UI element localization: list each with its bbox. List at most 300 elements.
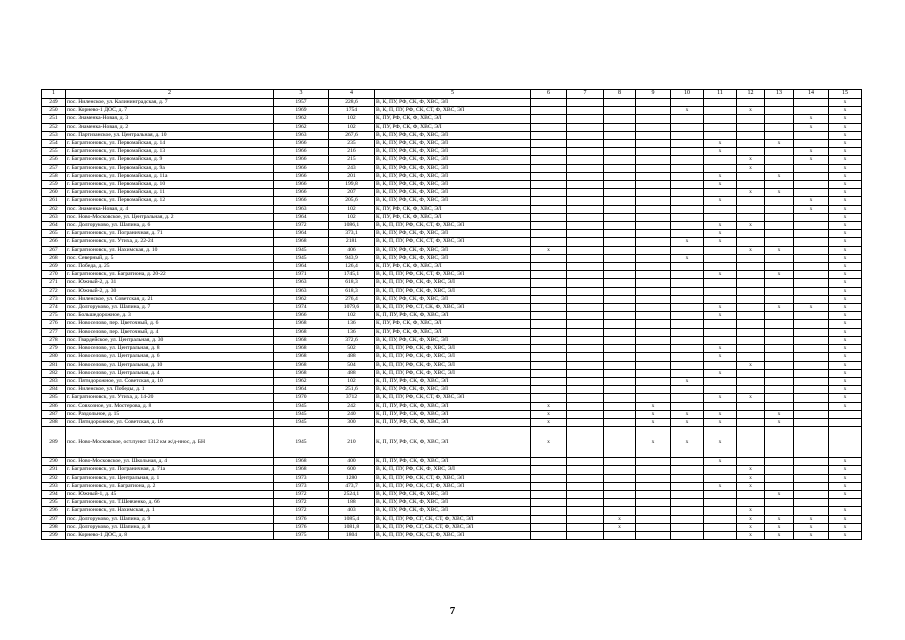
systems-cell: К, ПУ, РФ, СК, Ф, ХВС, ЭЛ	[375, 205, 531, 213]
area-cell: 215	[329, 156, 375, 164]
table-row	[42, 377, 862, 385]
col11-cell: х	[704, 222, 737, 230]
col14-cell	[794, 164, 829, 172]
col9-cell	[636, 328, 671, 336]
col6-cell	[531, 304, 567, 312]
address-cell: пос. Долгоруково, ул. Шапина, д. 7	[66, 304, 274, 312]
year-cell: 1975	[274, 531, 329, 539]
col6-cell	[531, 271, 567, 279]
col11-cell	[704, 515, 737, 523]
col10-cell: х	[671, 377, 704, 385]
col8-cell	[604, 222, 636, 230]
col13-cell	[765, 254, 794, 262]
col9-cell	[636, 172, 671, 180]
col7-cell	[567, 386, 604, 394]
year-cell: 1966	[274, 148, 329, 156]
col13-cell	[765, 320, 794, 328]
col10-cell: х	[671, 238, 704, 246]
table-row	[42, 427, 862, 458]
col6-cell	[531, 140, 567, 148]
col9-cell	[636, 369, 671, 377]
area-cell: 102	[329, 123, 375, 131]
col13-cell	[765, 312, 794, 320]
area-cell: 136	[329, 320, 375, 328]
col14-cell	[794, 181, 829, 189]
area-cell: 228,6	[329, 99, 375, 107]
table-body	[42, 90, 862, 540]
col13-cell	[765, 222, 794, 230]
col9-cell	[636, 205, 671, 213]
area-cell: 1745,1	[329, 271, 375, 279]
systems-cell: К, ПУ, РФ, СК, Ф, ХВС, ЭЛ	[375, 115, 531, 123]
address-cell: г. Багратионовск, ул. Утиха, д. 22-24	[66, 238, 274, 246]
row-number: 268	[42, 254, 66, 262]
row-number: 299	[42, 531, 66, 539]
col8-cell	[604, 156, 636, 164]
col12-cell	[737, 254, 765, 262]
address-cell: пос. Южный-1, д. 45	[66, 490, 274, 498]
col11-cell	[704, 279, 737, 287]
col14-cell	[794, 427, 829, 458]
address-cell: пос. Южный-2, д. 30	[66, 287, 274, 295]
address-cell: пос. Ново-Московское, ост.пункт 1312 км ж/д-ннос, д. БН	[66, 427, 274, 458]
col9-cell	[636, 156, 671, 164]
col9-cell	[636, 345, 671, 353]
col14-cell	[794, 107, 829, 115]
col14-cell	[794, 490, 829, 498]
address-cell: пос. Ниленское, ул. Победы, д. 1	[66, 386, 274, 394]
address-cell: пос. Северный, д. 5	[66, 254, 274, 262]
col10-cell	[671, 353, 704, 361]
col14-cell	[794, 499, 829, 507]
col9-cell: х	[636, 418, 671, 426]
col7-cell	[567, 99, 604, 107]
address-cell: пос. Знаменка-Новая, д. 4	[66, 205, 274, 213]
col11-cell	[704, 295, 737, 303]
col15-cell: х	[829, 515, 862, 523]
row-number: 276	[42, 320, 66, 328]
col10-cell	[671, 246, 704, 254]
col14-cell	[794, 99, 829, 107]
year-cell: 1962	[274, 377, 329, 385]
systems-cell: В, К, П, ПУ, РФ, СК, СТ, Ф, ХВС, ЭЛ	[375, 238, 531, 246]
col8-cell	[604, 230, 636, 238]
col14-cell: х	[794, 115, 829, 123]
col13-cell	[765, 164, 794, 172]
col6-cell	[531, 458, 567, 466]
col8-cell	[604, 499, 636, 507]
col15-cell: х	[829, 345, 862, 353]
col13-cell	[765, 107, 794, 115]
table-row	[42, 418, 862, 426]
col6-cell	[531, 263, 567, 271]
row-number: 265	[42, 230, 66, 238]
col9-cell	[636, 336, 671, 344]
address-cell: пос. Новоселово, ул. Центральная, д. 4	[66, 369, 274, 377]
col11-cell	[704, 254, 737, 262]
col8-cell	[604, 345, 636, 353]
col15-cell: х	[829, 369, 862, 377]
col15-cell: х	[829, 164, 862, 172]
col15-cell: х	[829, 394, 862, 402]
row-number: 259	[42, 181, 66, 189]
systems-cell: В, К, ПУ, РФ, СК, Ф, ХВС, ЭЛ	[375, 140, 531, 148]
col14-cell: х	[794, 523, 829, 531]
col11-cell: х	[704, 369, 737, 377]
col12-cell: х	[737, 474, 765, 482]
header-cell: 2	[66, 90, 274, 99]
year-cell: 1966	[274, 312, 329, 320]
area-cell: 504	[329, 361, 375, 369]
area-cell: 406	[329, 246, 375, 254]
col8-cell	[604, 490, 636, 498]
col11-cell	[704, 115, 737, 123]
area-cell: 943,9	[329, 254, 375, 262]
systems-cell: К, П, ПУ, РФ, СК, Ф, ХВС, ЭЛ	[375, 458, 531, 466]
col10-cell	[671, 115, 704, 123]
year-cell: 1973	[274, 482, 329, 490]
col7-cell	[567, 197, 604, 205]
col14-cell	[794, 230, 829, 238]
col6-cell	[531, 377, 567, 385]
area-cell: 1085,4	[329, 515, 375, 523]
col6-cell	[531, 181, 567, 189]
table-row	[42, 140, 862, 148]
year-cell: 1966	[274, 197, 329, 205]
col10-cell	[671, 140, 704, 148]
col7-cell	[567, 531, 604, 539]
table-row	[42, 295, 862, 303]
systems-cell: В, К, ПУ, РФ, СК, Ф, ХВС, ЭЛ	[375, 131, 531, 139]
col13-cell	[765, 99, 794, 107]
systems-cell: В, К, ПУ, РФ, СК, Ф, ХВС, ЭЛ	[375, 336, 531, 344]
col12-cell: х	[737, 189, 765, 197]
table-row	[42, 131, 862, 139]
col15-cell: х	[829, 213, 862, 221]
col11-cell	[704, 531, 737, 539]
col10-cell	[671, 263, 704, 271]
col6-cell	[531, 499, 567, 507]
col10-cell	[671, 402, 704, 410]
row-number: 270	[42, 271, 66, 279]
col10-cell	[671, 304, 704, 312]
col6-cell	[531, 328, 567, 336]
col6-cell	[531, 156, 567, 164]
year-cell: 1970	[274, 394, 329, 402]
col12-cell	[737, 295, 765, 303]
year-cell: 1968	[274, 345, 329, 353]
col7-cell	[567, 131, 604, 139]
col8-cell	[604, 148, 636, 156]
col14-cell	[794, 189, 829, 197]
row-number: 256	[42, 156, 66, 164]
col11-cell	[704, 328, 737, 336]
col11-cell	[704, 466, 737, 474]
col15-cell: х	[829, 523, 862, 531]
col9-cell	[636, 181, 671, 189]
row-number: 269	[42, 263, 66, 271]
col12-cell	[737, 410, 765, 418]
address-cell: пос. Долгоруково, ул. Шапина, д. 6	[66, 222, 274, 230]
col6-cell: х	[531, 427, 567, 458]
col13-cell	[765, 230, 794, 238]
col13-cell	[765, 328, 794, 336]
col15-cell: х	[829, 131, 862, 139]
col8-cell	[604, 279, 636, 287]
col10-cell: х	[671, 427, 704, 458]
col10-cell	[671, 164, 704, 172]
col7-cell	[567, 394, 604, 402]
col15-cell: х	[829, 238, 862, 246]
address-cell: пос. Раздольное, д. 15	[66, 410, 274, 418]
col9-cell	[636, 140, 671, 148]
col13-cell	[765, 213, 794, 221]
col15-cell: х	[829, 328, 862, 336]
col15-cell: х	[829, 156, 862, 164]
col8-cell	[604, 213, 636, 221]
area-cell: 201	[329, 172, 375, 180]
col6-cell	[531, 295, 567, 303]
row-number: 251	[42, 115, 66, 123]
col13-cell	[765, 361, 794, 369]
table-row	[42, 99, 862, 107]
col6-cell	[531, 131, 567, 139]
col13-cell: х	[765, 246, 794, 254]
col11-cell: х	[704, 312, 737, 320]
col10-cell	[671, 271, 704, 279]
col10-cell	[671, 466, 704, 474]
col8-cell	[604, 123, 636, 131]
table-row	[42, 222, 862, 230]
col14-cell: х	[794, 123, 829, 131]
col10-cell	[671, 189, 704, 197]
year-cell: 1976	[274, 515, 329, 523]
table-row	[42, 271, 862, 279]
row-number: 277	[42, 328, 66, 336]
col9-cell	[636, 304, 671, 312]
row-number: 295	[42, 499, 66, 507]
col14-cell	[794, 263, 829, 271]
row-number: 271	[42, 279, 66, 287]
table-row	[42, 410, 862, 418]
col13-cell	[765, 115, 794, 123]
header-cell: 7	[567, 90, 604, 99]
address-cell: пос. Гвардейское, ул. Центральная, д. 30	[66, 336, 274, 344]
header-cell: 11	[704, 90, 737, 99]
header-cell: 9	[636, 90, 671, 99]
col13-cell: х	[765, 304, 794, 312]
col7-cell	[567, 213, 604, 221]
area-cell: 1079,6	[329, 304, 375, 312]
col12-cell: х	[737, 107, 765, 115]
col11-cell: х	[704, 140, 737, 148]
col9-cell	[636, 515, 671, 523]
systems-cell: В, К, П, ПУ, РФ, СК, Ф, ХВС, ЭЛ	[375, 345, 531, 353]
area-cell: 618,3	[329, 279, 375, 287]
address-cell: пос. Большедорожное, д. 3	[66, 312, 274, 320]
col12-cell	[737, 499, 765, 507]
col10-cell	[671, 99, 704, 107]
registry-table	[41, 89, 862, 540]
systems-cell: В, К, П, ПУ, РФ, СК, СТ, Ф, ХВС, ЭЛ	[375, 474, 531, 482]
row-number: 278	[42, 336, 66, 344]
table-row	[42, 531, 862, 539]
table-row	[42, 230, 862, 238]
table-row	[42, 474, 862, 482]
col11-cell	[704, 386, 737, 394]
col14-cell	[794, 336, 829, 344]
col8-cell	[604, 140, 636, 148]
systems-cell: В, К, ПУ, РФ, СК, Ф, ХВС, ЭЛ	[375, 164, 531, 172]
col15-cell: х	[829, 230, 862, 238]
col9-cell	[636, 474, 671, 482]
row-number: 290	[42, 458, 66, 466]
area-cell: 251,6	[329, 386, 375, 394]
systems-cell: В, К, ПУ, РФ, СК, Ф, ХВС, ЭЛ	[375, 172, 531, 180]
col8-cell	[604, 304, 636, 312]
table-row	[42, 279, 862, 287]
page-number: 7	[449, 605, 456, 617]
col8-cell	[604, 295, 636, 303]
col7-cell	[567, 156, 604, 164]
row-number: 250	[42, 107, 66, 115]
col15-cell: х	[829, 197, 862, 205]
address-cell: г. Багратионовск, ул. Первомайская, д. 13	[66, 148, 274, 156]
col7-cell	[567, 369, 604, 377]
systems-cell: В, К, ПУ, РФ, СК, Ф, ХВС, ЭЛ	[375, 507, 531, 515]
area-cell: 600	[329, 466, 375, 474]
systems-cell: В, К, ПУ, РФ, СК, Ф, ХВС, ЭЛ	[375, 99, 531, 107]
year-cell: 1968	[274, 353, 329, 361]
table-row	[42, 181, 862, 189]
col13-cell	[765, 205, 794, 213]
col11-cell	[704, 361, 737, 369]
col7-cell	[567, 336, 604, 344]
area-cell: 488	[329, 353, 375, 361]
col7-cell	[567, 353, 604, 361]
col9-cell	[636, 99, 671, 107]
year-cell: 1968	[274, 238, 329, 246]
col15-cell	[829, 418, 862, 426]
col7-cell	[567, 287, 604, 295]
area-cell: 102	[329, 213, 375, 221]
col12-cell	[737, 320, 765, 328]
col7-cell	[567, 279, 604, 287]
year-cell: 1966	[274, 172, 329, 180]
col7-cell	[567, 230, 604, 238]
col7-cell	[567, 482, 604, 490]
table-row	[42, 466, 862, 474]
col8-cell	[604, 394, 636, 402]
col9-cell	[636, 238, 671, 246]
col10-cell	[671, 172, 704, 180]
year-cell: 1945	[274, 254, 329, 262]
area-cell: 207	[329, 189, 375, 197]
col12-cell	[737, 115, 765, 123]
col6-cell	[531, 369, 567, 377]
col12-cell	[737, 386, 765, 394]
col15-cell: х	[829, 531, 862, 539]
table-row	[42, 197, 862, 205]
col13-cell	[765, 263, 794, 271]
area-cell: 618,3	[329, 287, 375, 295]
col12-cell	[737, 131, 765, 139]
table-row	[42, 312, 862, 320]
table-row	[42, 402, 862, 410]
col9-cell	[636, 222, 671, 230]
area-cell: 1804	[329, 531, 375, 539]
table-row	[42, 353, 862, 361]
col11-cell	[704, 499, 737, 507]
col13-cell	[765, 181, 794, 189]
systems-cell: В, К, П, ПУ, РФ, СК, Ф, ХВС, ЭЛ	[375, 279, 531, 287]
col9-cell	[636, 131, 671, 139]
col14-cell	[794, 213, 829, 221]
address-cell: пос. Новоселово, пер. Цветочный, д. 6	[66, 320, 274, 328]
col13-cell	[765, 287, 794, 295]
col13-cell: х	[765, 410, 794, 418]
col15-cell: х	[829, 474, 862, 482]
col8-cell	[604, 181, 636, 189]
col9-cell	[636, 287, 671, 295]
systems-cell: В, К, П, ПУ, РФ, СГ, СК, СТ, Ф, ХВС, ЭЛ	[375, 515, 531, 523]
col11-cell: х	[704, 427, 737, 458]
col12-cell	[737, 181, 765, 189]
systems-cell: К, ПУ, РФ, СК, Ф, ХВС, ЭЛ	[375, 123, 531, 131]
col15-cell: х	[829, 222, 862, 230]
col9-cell	[636, 361, 671, 369]
col8-cell	[604, 197, 636, 205]
table-row	[42, 328, 862, 336]
col7-cell	[567, 361, 604, 369]
col12-cell: х	[737, 466, 765, 474]
col14-cell	[794, 507, 829, 515]
row-number: 252	[42, 123, 66, 131]
col13-cell	[765, 369, 794, 377]
address-cell: пос. Долгоруково, ул. Шапина, д. 9	[66, 515, 274, 523]
col14-cell	[794, 312, 829, 320]
area-cell: 216	[329, 148, 375, 156]
systems-cell: В, К, П, ПУ, РФ, СК, Ф, ХВС, ЭЛ	[375, 466, 531, 474]
table-row	[42, 205, 862, 213]
col8-cell	[604, 238, 636, 246]
year-cell: 1968	[274, 361, 329, 369]
col15-cell: х	[829, 458, 862, 466]
area-cell: 242	[329, 402, 375, 410]
col6-cell	[531, 361, 567, 369]
systems-cell: В, К, ПУ, РФ, СК, Ф, ХВС, ЭЛ	[375, 499, 531, 507]
col12-cell	[737, 336, 765, 344]
col6-cell	[531, 205, 567, 213]
area-cell: 372,6	[329, 336, 375, 344]
col6-cell	[531, 482, 567, 490]
address-cell: г. Багратионовск, ул. Пограничная, д. 71	[66, 230, 274, 238]
area-cell: 488	[329, 369, 375, 377]
systems-cell: К, П, ПУ, РФ, СК, Ф, ХВС, ЭЛ	[375, 312, 531, 320]
col8-cell	[604, 474, 636, 482]
table-row	[42, 156, 862, 164]
col10-cell	[671, 123, 704, 131]
systems-cell: В, К, ПУ, РФ, СК, Ф, ХВС, ЭЛ	[375, 148, 531, 156]
area-cell: 102	[329, 115, 375, 123]
row-number: 262	[42, 205, 66, 213]
address-cell: пос. Партизанское, ул. Центральная, д. 10	[66, 131, 274, 139]
area-cell: 235	[329, 140, 375, 148]
address-cell: г. Багратионовск, ул. Нахимская, д. 10	[66, 246, 274, 254]
row-number: 266	[42, 238, 66, 246]
year-cell: 1968	[274, 458, 329, 466]
col11-cell	[704, 287, 737, 295]
